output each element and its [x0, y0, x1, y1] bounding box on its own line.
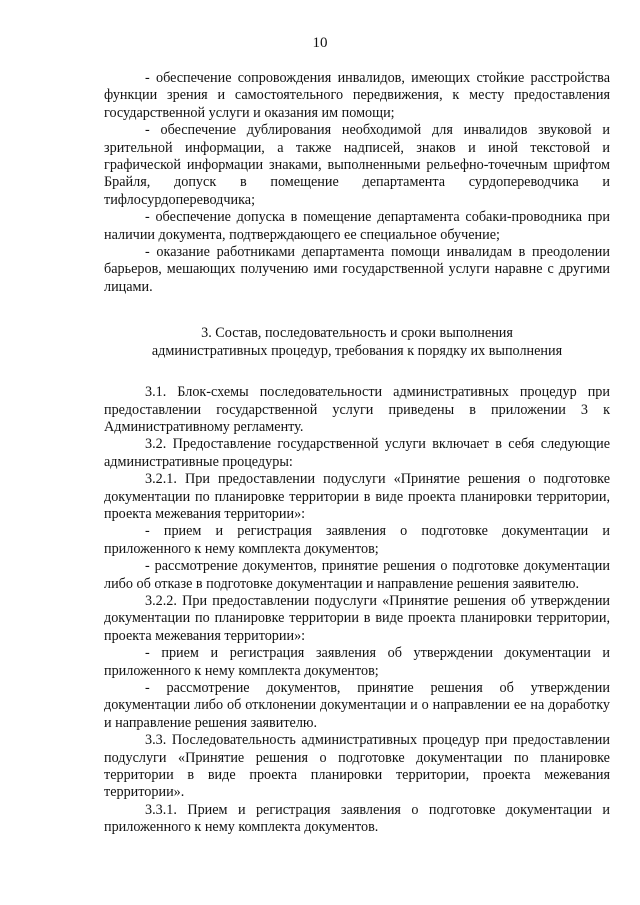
section-heading-line: административных процедур, требования к порядку их выполнения [151, 342, 563, 359]
paragraph: 3.3.1. Прием и регистрация заявления о подготовке документации и приложенного к нему комплекта документов. [104, 801, 610, 836]
paragraph: - обеспечение сопровождения инвалидов, имеющих стойкие расстройства функции зрения и самостоятельного передвижения, к месту предоставления государственной услуги и оказания им помощи; [104, 70, 610, 121]
paragraph: - прием и регистрация заявления о подготовке документации и приложенного к нему комплекта документов; [104, 523, 610, 557]
paragraph: 3.2.1. При предоставлении подуслуги «Принятие решения о подготовке документации по планировке территории в виде проекта планировки территории, проекта межевания территории»: [104, 471, 610, 522]
paragraph: - оказание работниками департамента помощи инвалидам в преодолении барьеров, мешающих получению ими государственной услуги наравне с другими лицами. [104, 244, 610, 295]
paragraph: - рассмотрение документов, принятие решения о подготовке документации либо об отказе в подготовке документации и направление решения заявителю. [104, 558, 610, 592]
paragraph: - обеспечение дублирования необходимой для инвалидов звуковой и зрительной информации, а также надписей, знаков и иной текстовой и графической информации знаками, выполненными рельефно-точечным шрифтом Брайля, допуск в помещение департамента сурдопереводчика и тифлосурдопереводчика; [104, 122, 610, 208]
paragraph: 3.1. Блок-схемы последовательности административных процедур при предоставлении государственной услуги приведены в приложении 3 к Административному регламенту. [104, 384, 610, 435]
page-number: 10 [312, 35, 328, 51]
section-heading-line: 3. Состав, последовательность и сроки выполнения [201, 325, 513, 342]
paragraph: - рассмотрение документов, принятие решения об утверждении документации либо об отклонении документации и о направлении ее на доработку и направление решения заявителю. [104, 680, 610, 731]
paragraph: 3.2. Предоставление государственной услуги включает в себя следующие административные процедуры: [104, 436, 610, 470]
paragraph: 3.2.2. При предоставлении подуслуги «Принятие решения об утверждении документации по планировке территории в виде проекта планировки территории, проекта межевания территории»: [104, 592, 610, 644]
document-body [104, 70, 610, 837]
paragraph: 3.3. Последовательность административных процедур при предоставлении подуслуги «Принятие решения о подготовке документации по планировке территории в виде проекта планировки территории, проекта межевания территории». [104, 732, 610, 801]
paragraph: - прием и регистрация заявления об утверждении документации и приложенного к нему комплекта документов; [104, 645, 610, 679]
section-heading [104, 325, 610, 360]
paragraph: - обеспечение допуска в помещение департамента собаки-проводника при наличии документа, подтверждающего ее специальное обучение; [104, 209, 610, 243]
